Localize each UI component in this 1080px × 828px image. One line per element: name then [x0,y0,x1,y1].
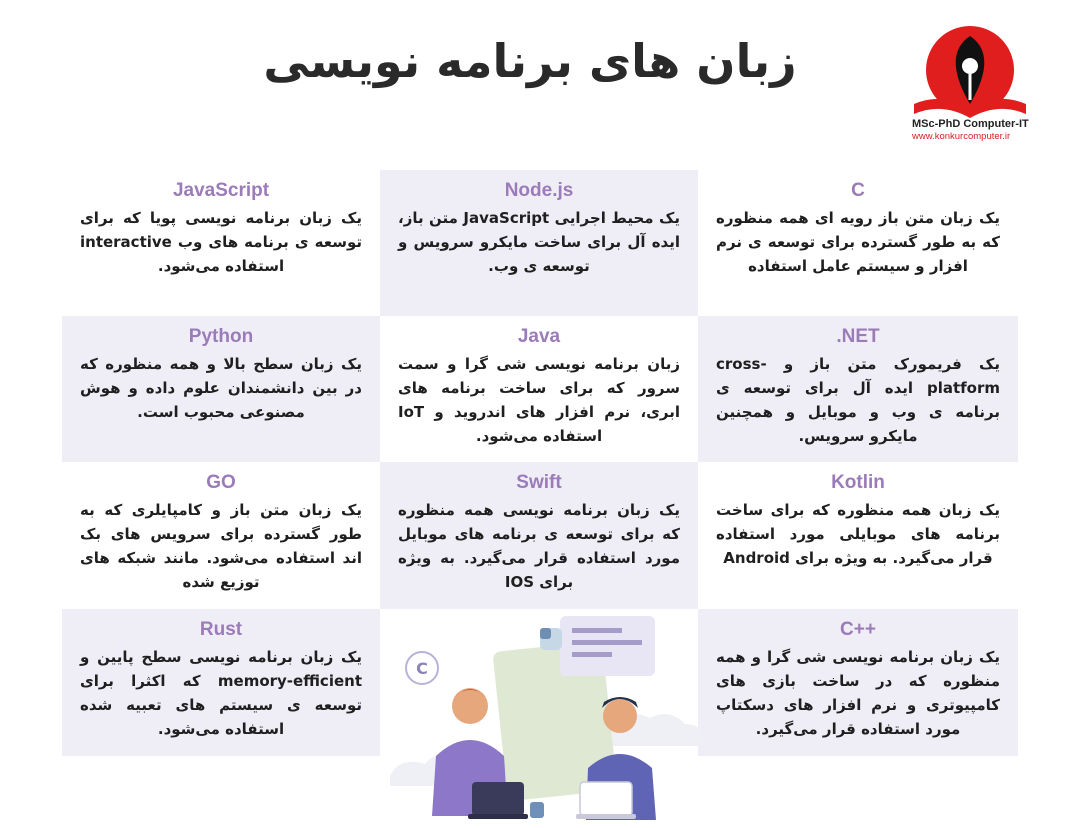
card-rust [62,609,380,756]
lang-name: Python [188,326,254,347]
lang-desc: یک زبان برنامه نویسی شی گرا و همه منظوره که در ساخت بازی های کامپیوتری و نرم افزار های دسکتاپ مورد استفاده قرار می‌گیرد. [716,648,1000,738]
lang-name: Kotlin [831,472,885,493]
card-dotnet [698,316,1018,462]
card-c [698,170,1018,316]
card-javascript [62,170,380,316]
lang-name: .NET [836,326,880,347]
logo-title: MSc-PhD Computer-IT [912,118,1029,130]
svg-text:C: C [416,659,428,678]
card-nodejs [380,170,698,316]
lang-name: Rust [199,619,243,640]
card-python [62,316,380,462]
logo-caption [912,118,1042,142]
card-swift [380,462,698,609]
lang-desc: یک زبان برنامه نویسی همه منظوره که برای توسعه ی برنامه های موبایل مورد استفاده قرار می‌گیرد. به ویژه برای IOS [398,501,680,591]
lang-name: Swift [516,472,562,493]
lang-desc: یک زبان برنامه نویسی سطح پایین و memory-efficient که اکثرا برای توسعه ی سیستم های تعبیه شده استفاده می‌شود. [80,648,362,738]
lang-desc: یک محیط اجرایی JavaScript متن باز، ایده آل برای ساخت مایکرو سرویس و توسعه ی وب. [398,209,680,275]
lang-desc: یک زبان برنامه نویسی پویا که برای توسعه ی برنامه های وب interactive استفاده می‌شود. [80,209,362,275]
lang-desc: یک زبان سطح بالا و همه منظوره که در بین دانشمندان علوم داده و هوش مصنوعی محبوب است. [80,355,362,421]
lang-name: C++ [840,619,876,640]
lang-name: C [851,180,865,201]
lang-desc: یک زبان متن باز و کامپایلری که به طور گسترده برای سرویس های بک اند استفاده می‌شود. مانند شبکه های توزیع شده [80,501,362,591]
lang-name: Java [517,326,561,347]
developers-illustration [380,606,710,828]
lang-name: Node.js [504,180,574,201]
lang-desc: یک فریمورک متن باز و cross-platform ایده آل برای توسعه ی برنامه ی وب و موبایل و همچنین مایکرو سرویس. [716,355,1000,445]
card-go [62,462,380,609]
card-cpp [698,609,1018,756]
lang-name: JavaScript [172,180,270,201]
card-java [380,316,698,462]
lang-desc: زبان برنامه نویسی شی گرا و سمت سرور که برای ساخت برنامه های ابری، نرم افزار های اندروید و IoT استفاده می‌شود. [398,355,680,445]
lang-desc: یک زبان متن باز رویه ای همه منظوره که به طور گسترده برای توسعه ی نرم افزار و سیستم عامل استفاده [716,209,1000,275]
card-kotlin [698,462,1018,609]
logo-website: www.konkurcomputer.ir [912,131,1011,142]
lang-desc: یک زبان همه منظوره که برای ساخت برنامه های موبایلی مورد استفاده قرار می‌گیرد. به ویژه برای Android [716,501,1000,567]
lang-name: GO [206,472,236,493]
page-title: زبان های برنامه نویسی [263,34,797,88]
